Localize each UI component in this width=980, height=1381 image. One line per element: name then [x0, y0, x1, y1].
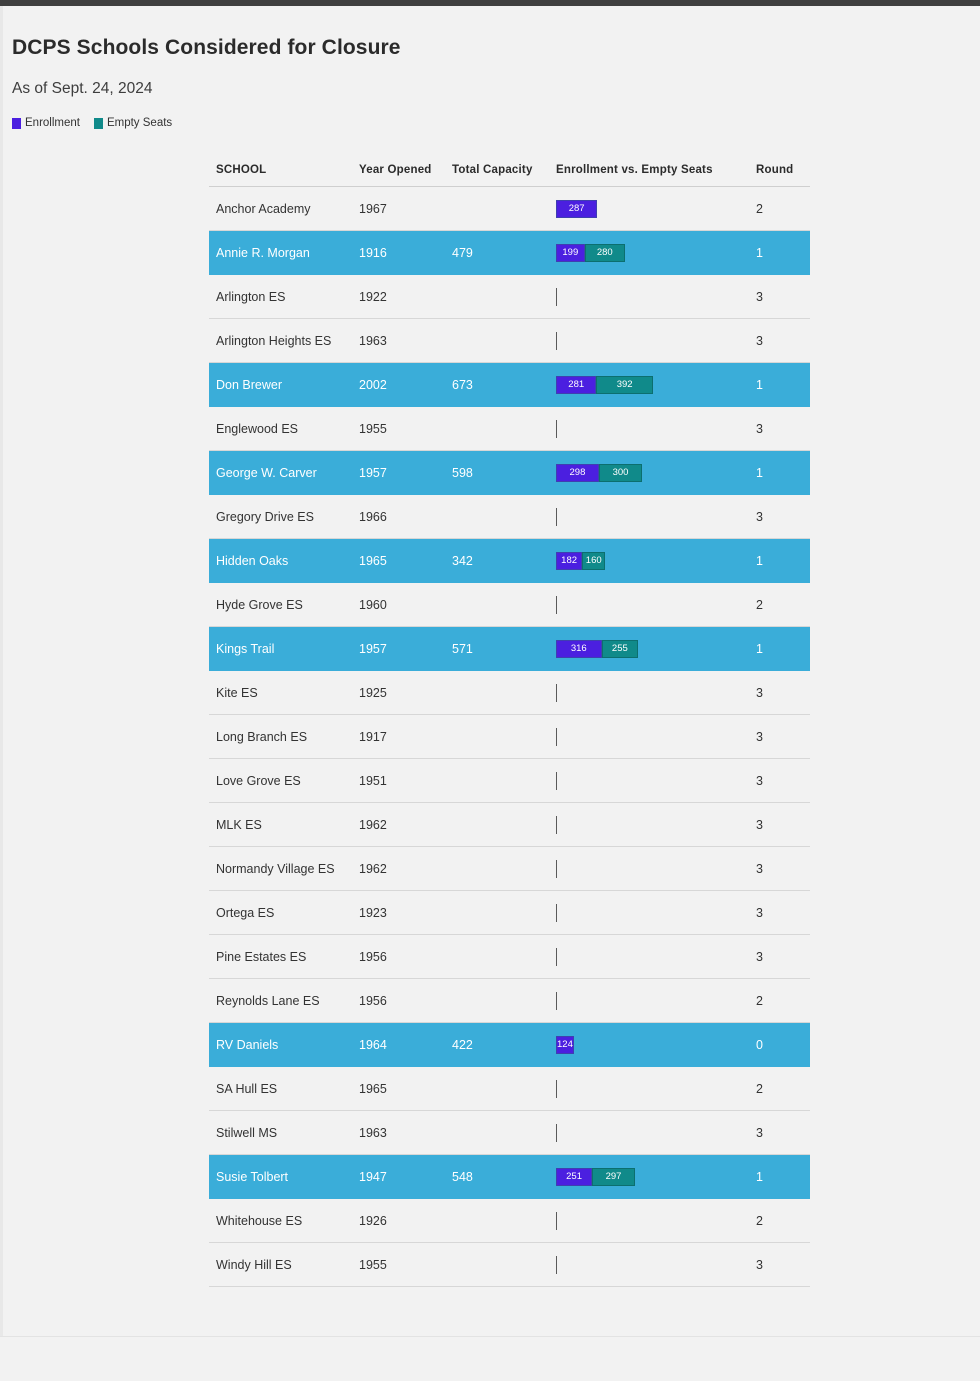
- table-header-row: [209, 147, 810, 187]
- bar-segment-empty-seats[interactable]: [602, 640, 639, 658]
- table-row[interactable]: [209, 935, 810, 979]
- cell-school: Gregory Drive ES: [216, 509, 314, 524]
- cell-school: Love Grove ES: [216, 773, 301, 788]
- zero-baseline-tick: [556, 816, 557, 834]
- bar-label-enrollment: 124: [557, 1039, 573, 1050]
- stacked-bar: [556, 539, 605, 583]
- table-row[interactable]: [209, 1199, 810, 1243]
- cell-round: 3: [756, 729, 763, 744]
- bar-label-enrollment: 281: [568, 379, 585, 390]
- cell-year-opened: 1951: [359, 773, 387, 788]
- cell-enrollment-bar: [556, 407, 756, 451]
- bar-label-enrollment: 182: [561, 555, 578, 566]
- cell-round: 3: [756, 949, 763, 964]
- table-row[interactable]: [209, 187, 810, 231]
- table-row[interactable]: [209, 627, 810, 671]
- cell-school: SA Hull ES: [216, 1081, 278, 1096]
- bar-segment-enrollment[interactable]: [556, 552, 582, 570]
- cell-year-opened: 1925: [359, 685, 387, 700]
- legend-label-enrollment: Enrollment: [25, 117, 80, 129]
- cell-school: Annie R. Morgan: [216, 245, 310, 260]
- table-row[interactable]: [209, 715, 810, 759]
- table-row[interactable]: [209, 847, 810, 891]
- cell-year-opened: 1966: [359, 509, 387, 524]
- cell-year-opened: 1962: [359, 817, 387, 832]
- bar-label-empty-seats: 297: [605, 1171, 622, 1182]
- cell-total-capacity: 598: [452, 465, 473, 480]
- stacked-bar: [556, 187, 597, 231]
- cell-enrollment-bar: [556, 275, 756, 319]
- data-table: [209, 147, 810, 1287]
- bar-label-enrollment: 199: [562, 247, 579, 258]
- cell-school: Kings Trail: [216, 641, 275, 656]
- bar-label-enrollment: 316: [570, 643, 587, 654]
- zero-baseline-tick: [556, 596, 557, 614]
- table-row[interactable]: [209, 1155, 810, 1199]
- zero-baseline-tick: [556, 948, 557, 966]
- table-row[interactable]: [209, 1111, 810, 1155]
- cell-round: 3: [756, 773, 763, 788]
- cell-round: 1: [756, 1169, 763, 1184]
- zero-baseline-tick: [556, 332, 557, 350]
- cell-round: 2: [756, 993, 763, 1008]
- cell-round: 0: [756, 1037, 763, 1052]
- cell-enrollment-bar: [556, 671, 756, 715]
- cell-school: Hyde Grove ES: [216, 597, 303, 612]
- cell-round: 1: [756, 377, 763, 392]
- cell-round: 3: [756, 289, 763, 304]
- cell-year-opened: 1917: [359, 729, 387, 744]
- cell-school: Reynolds Lane ES: [216, 993, 320, 1008]
- zero-baseline-tick: [556, 1212, 557, 1230]
- cell-school: Kite ES: [216, 685, 258, 700]
- zero-baseline-tick: [556, 508, 557, 526]
- table-row[interactable]: [209, 275, 810, 319]
- cell-school: George W. Carver: [216, 465, 317, 480]
- table-row[interactable]: [209, 231, 810, 275]
- table-row[interactable]: [209, 671, 810, 715]
- square-swatch-icon: [94, 118, 103, 129]
- cell-year-opened: 1965: [359, 1081, 387, 1096]
- table-row[interactable]: [209, 759, 810, 803]
- zero-baseline-tick: [556, 288, 557, 306]
- zero-baseline-tick: [556, 904, 557, 922]
- footer-strip: [0, 1336, 980, 1381]
- table-row[interactable]: [209, 583, 810, 627]
- cell-year-opened: 1947: [359, 1169, 387, 1184]
- table-row[interactable]: [209, 319, 810, 363]
- cell-total-capacity: 548: [452, 1169, 473, 1184]
- bar-segment-empty-seats[interactable]: [599, 464, 642, 482]
- bar-segment-empty-seats[interactable]: [596, 376, 652, 394]
- zero-baseline-tick: [556, 860, 557, 878]
- zero-baseline-tick: [556, 1256, 557, 1274]
- cell-round: 3: [756, 817, 763, 832]
- cell-school: MLK ES: [216, 817, 262, 832]
- cell-enrollment-bar: [556, 715, 756, 759]
- cell-enrollment-bar: [556, 187, 756, 231]
- left-rail: [0, 6, 3, 1380]
- bar-label-empty-seats: 255: [611, 643, 628, 654]
- cell-round: 3: [756, 509, 763, 524]
- cell-school: Englewood ES: [216, 421, 299, 436]
- cell-round: 2: [756, 201, 763, 216]
- cell-year-opened: 1957: [359, 465, 387, 480]
- cell-enrollment-bar: [556, 363, 756, 407]
- table-row[interactable]: [209, 1243, 810, 1287]
- cell-enrollment-bar: [556, 539, 756, 583]
- cell-total-capacity: 479: [452, 245, 473, 260]
- cell-school: Normandy Village ES: [216, 861, 335, 876]
- zero-baseline-tick: [556, 728, 557, 746]
- cell-year-opened: 1960: [359, 597, 387, 612]
- stacked-bar: [556, 451, 642, 495]
- column-header-school[interactable]: SCHOOL: [216, 164, 267, 176]
- cell-enrollment-bar: [556, 1023, 756, 1067]
- cell-enrollment-bar: [556, 847, 756, 891]
- cell-school: Anchor Academy: [216, 201, 311, 216]
- cell-total-capacity: 422: [452, 1037, 473, 1052]
- cell-year-opened: 1923: [359, 905, 387, 920]
- cell-enrollment-bar: [556, 759, 756, 803]
- cell-year-opened: 1967: [359, 201, 387, 216]
- cell-school: Stilwell MS: [216, 1125, 278, 1140]
- cell-enrollment-bar: [556, 1067, 756, 1111]
- cell-enrollment-bar: [556, 979, 756, 1023]
- bar-label-empty-seats: 392: [616, 379, 633, 390]
- cell-school: Long Branch ES: [216, 729, 308, 744]
- cell-enrollment-bar: [556, 451, 756, 495]
- bar-label-empty-seats: 280: [596, 247, 613, 258]
- bar-segment-enrollment[interactable]: [556, 200, 597, 218]
- bar-segment-empty-seats[interactable]: [585, 244, 625, 262]
- table-row[interactable]: [209, 495, 810, 539]
- column-header-total-capacity[interactable]: Total Capacity: [452, 164, 533, 176]
- cell-total-capacity: 571: [452, 641, 473, 656]
- stacked-bar: [556, 1023, 574, 1067]
- chart-page: [0, 6, 980, 1336]
- cell-year-opened: 1964: [359, 1037, 387, 1052]
- cell-round: 1: [756, 553, 763, 568]
- table-row[interactable]: [209, 979, 810, 1023]
- cell-school: Pine Estates ES: [216, 949, 307, 964]
- cell-enrollment-bar: [556, 1111, 756, 1155]
- cell-enrollment-bar: [556, 495, 756, 539]
- cell-year-opened: 1965: [359, 553, 387, 568]
- cell-enrollment-bar: [556, 935, 756, 979]
- table-row[interactable]: [209, 803, 810, 847]
- bar-label-enrollment: 298: [569, 467, 586, 478]
- cell-school: Whitehouse ES: [216, 1213, 303, 1228]
- cell-round: 3: [756, 1125, 763, 1140]
- cell-round: 2: [756, 597, 763, 612]
- table-row[interactable]: [209, 891, 810, 935]
- legend-item-enrollment: [12, 117, 80, 129]
- cell-total-capacity: 342: [452, 553, 473, 568]
- page-subtitle: As of Sept. 24, 2024: [12, 80, 153, 97]
- table-row[interactable]: [209, 539, 810, 583]
- table-row[interactable]: [209, 1067, 810, 1111]
- bar-segment-enrollment[interactable]: [556, 1168, 592, 1186]
- zero-baseline-tick: [556, 772, 557, 790]
- cell-year-opened: 1955: [359, 1257, 387, 1272]
- cell-year-opened: 1916: [359, 245, 387, 260]
- cell-school: Windy Hill ES: [216, 1257, 292, 1272]
- cell-round: 3: [756, 1257, 763, 1272]
- cell-year-opened: 1922: [359, 289, 387, 304]
- cell-enrollment-bar: [556, 803, 756, 847]
- legend-label-empty-seats: Empty Seats: [106, 117, 173, 129]
- cell-round: 3: [756, 333, 763, 348]
- cell-round: 3: [756, 905, 763, 920]
- cell-year-opened: 1963: [359, 1125, 387, 1140]
- cell-enrollment-bar: [556, 1155, 756, 1199]
- stacked-bar: [556, 363, 653, 407]
- cell-school: Susie Tolbert: [216, 1169, 289, 1184]
- cell-enrollment-bar: [556, 891, 756, 935]
- cell-total-capacity: 673: [452, 377, 473, 392]
- stacked-bar: [556, 1155, 635, 1199]
- zero-baseline-tick: [556, 1124, 557, 1142]
- square-swatch-icon: [12, 118, 21, 129]
- table-row[interactable]: [209, 1023, 810, 1067]
- cell-school: Arlington Heights ES: [216, 333, 332, 348]
- cell-enrollment-bar: [556, 231, 756, 275]
- bar-label-enrollment: 251: [566, 1171, 582, 1182]
- cell-year-opened: 1956: [359, 949, 387, 964]
- cell-year-opened: 1955: [359, 421, 387, 436]
- cell-enrollment-bar: [556, 1243, 756, 1287]
- chart-legend: [12, 117, 172, 129]
- cell-year-opened: 2002: [359, 377, 387, 392]
- cell-round: 3: [756, 421, 763, 436]
- table-row[interactable]: [209, 363, 810, 407]
- table-row[interactable]: [209, 407, 810, 451]
- cell-year-opened: 1956: [359, 993, 387, 1008]
- cell-round: 2: [756, 1081, 763, 1096]
- bar-segment-enrollment[interactable]: [556, 1036, 574, 1054]
- bar-label-empty-seats: 300: [612, 467, 629, 478]
- cell-school: Hidden Oaks: [216, 553, 289, 568]
- stacked-bar: [556, 231, 625, 275]
- zero-baseline-tick: [556, 1080, 557, 1098]
- cell-enrollment-bar: [556, 583, 756, 627]
- cell-round: 3: [756, 861, 763, 876]
- cell-year-opened: 1963: [359, 333, 387, 348]
- cell-round: 1: [756, 245, 763, 260]
- column-header-year-opened[interactable]: Year Opened: [359, 164, 432, 176]
- zero-baseline-tick: [556, 420, 557, 438]
- bar-segment-enrollment[interactable]: [556, 640, 602, 658]
- column-header-enrollment-vs-empty-seats[interactable]: Enrollment vs. Empty Seats: [556, 164, 713, 176]
- bar-segment-enrollment[interactable]: [556, 244, 585, 262]
- bar-segment-empty-seats[interactable]: [582, 552, 605, 570]
- cell-school: Don Brewer: [216, 377, 282, 392]
- zero-baseline-tick: [556, 684, 557, 702]
- bar-label-empty-seats: 160: [585, 555, 602, 566]
- cell-school: RV Daniels: [216, 1037, 279, 1052]
- cell-school: Ortega ES: [216, 905, 275, 920]
- zero-baseline-tick: [556, 992, 557, 1010]
- stacked-bar: [556, 627, 638, 671]
- cell-enrollment-bar: [556, 1199, 756, 1243]
- cell-round: 1: [756, 641, 763, 656]
- cell-enrollment-bar: [556, 627, 756, 671]
- cell-enrollment-bar: [556, 319, 756, 363]
- cell-year-opened: 1926: [359, 1213, 387, 1228]
- cell-year-opened: 1957: [359, 641, 387, 656]
- cell-round: 2: [756, 1213, 763, 1228]
- legend-item-empty-seats: [94, 117, 172, 129]
- cell-year-opened: 1962: [359, 861, 387, 876]
- cell-round: 3: [756, 685, 763, 700]
- page-title: DCPS Schools Considered for Closure: [12, 36, 401, 59]
- bar-label-enrollment: 287: [568, 203, 585, 214]
- table-row[interactable]: [209, 451, 810, 495]
- bar-segment-empty-seats[interactable]: [592, 1168, 635, 1186]
- bar-segment-enrollment[interactable]: [556, 376, 596, 394]
- bar-segment-enrollment[interactable]: [556, 464, 599, 482]
- table-body: [209, 187, 810, 1287]
- cell-round: 1: [756, 465, 763, 480]
- column-header-round[interactable]: Round: [756, 164, 794, 176]
- cell-school: Arlington ES: [216, 289, 286, 304]
